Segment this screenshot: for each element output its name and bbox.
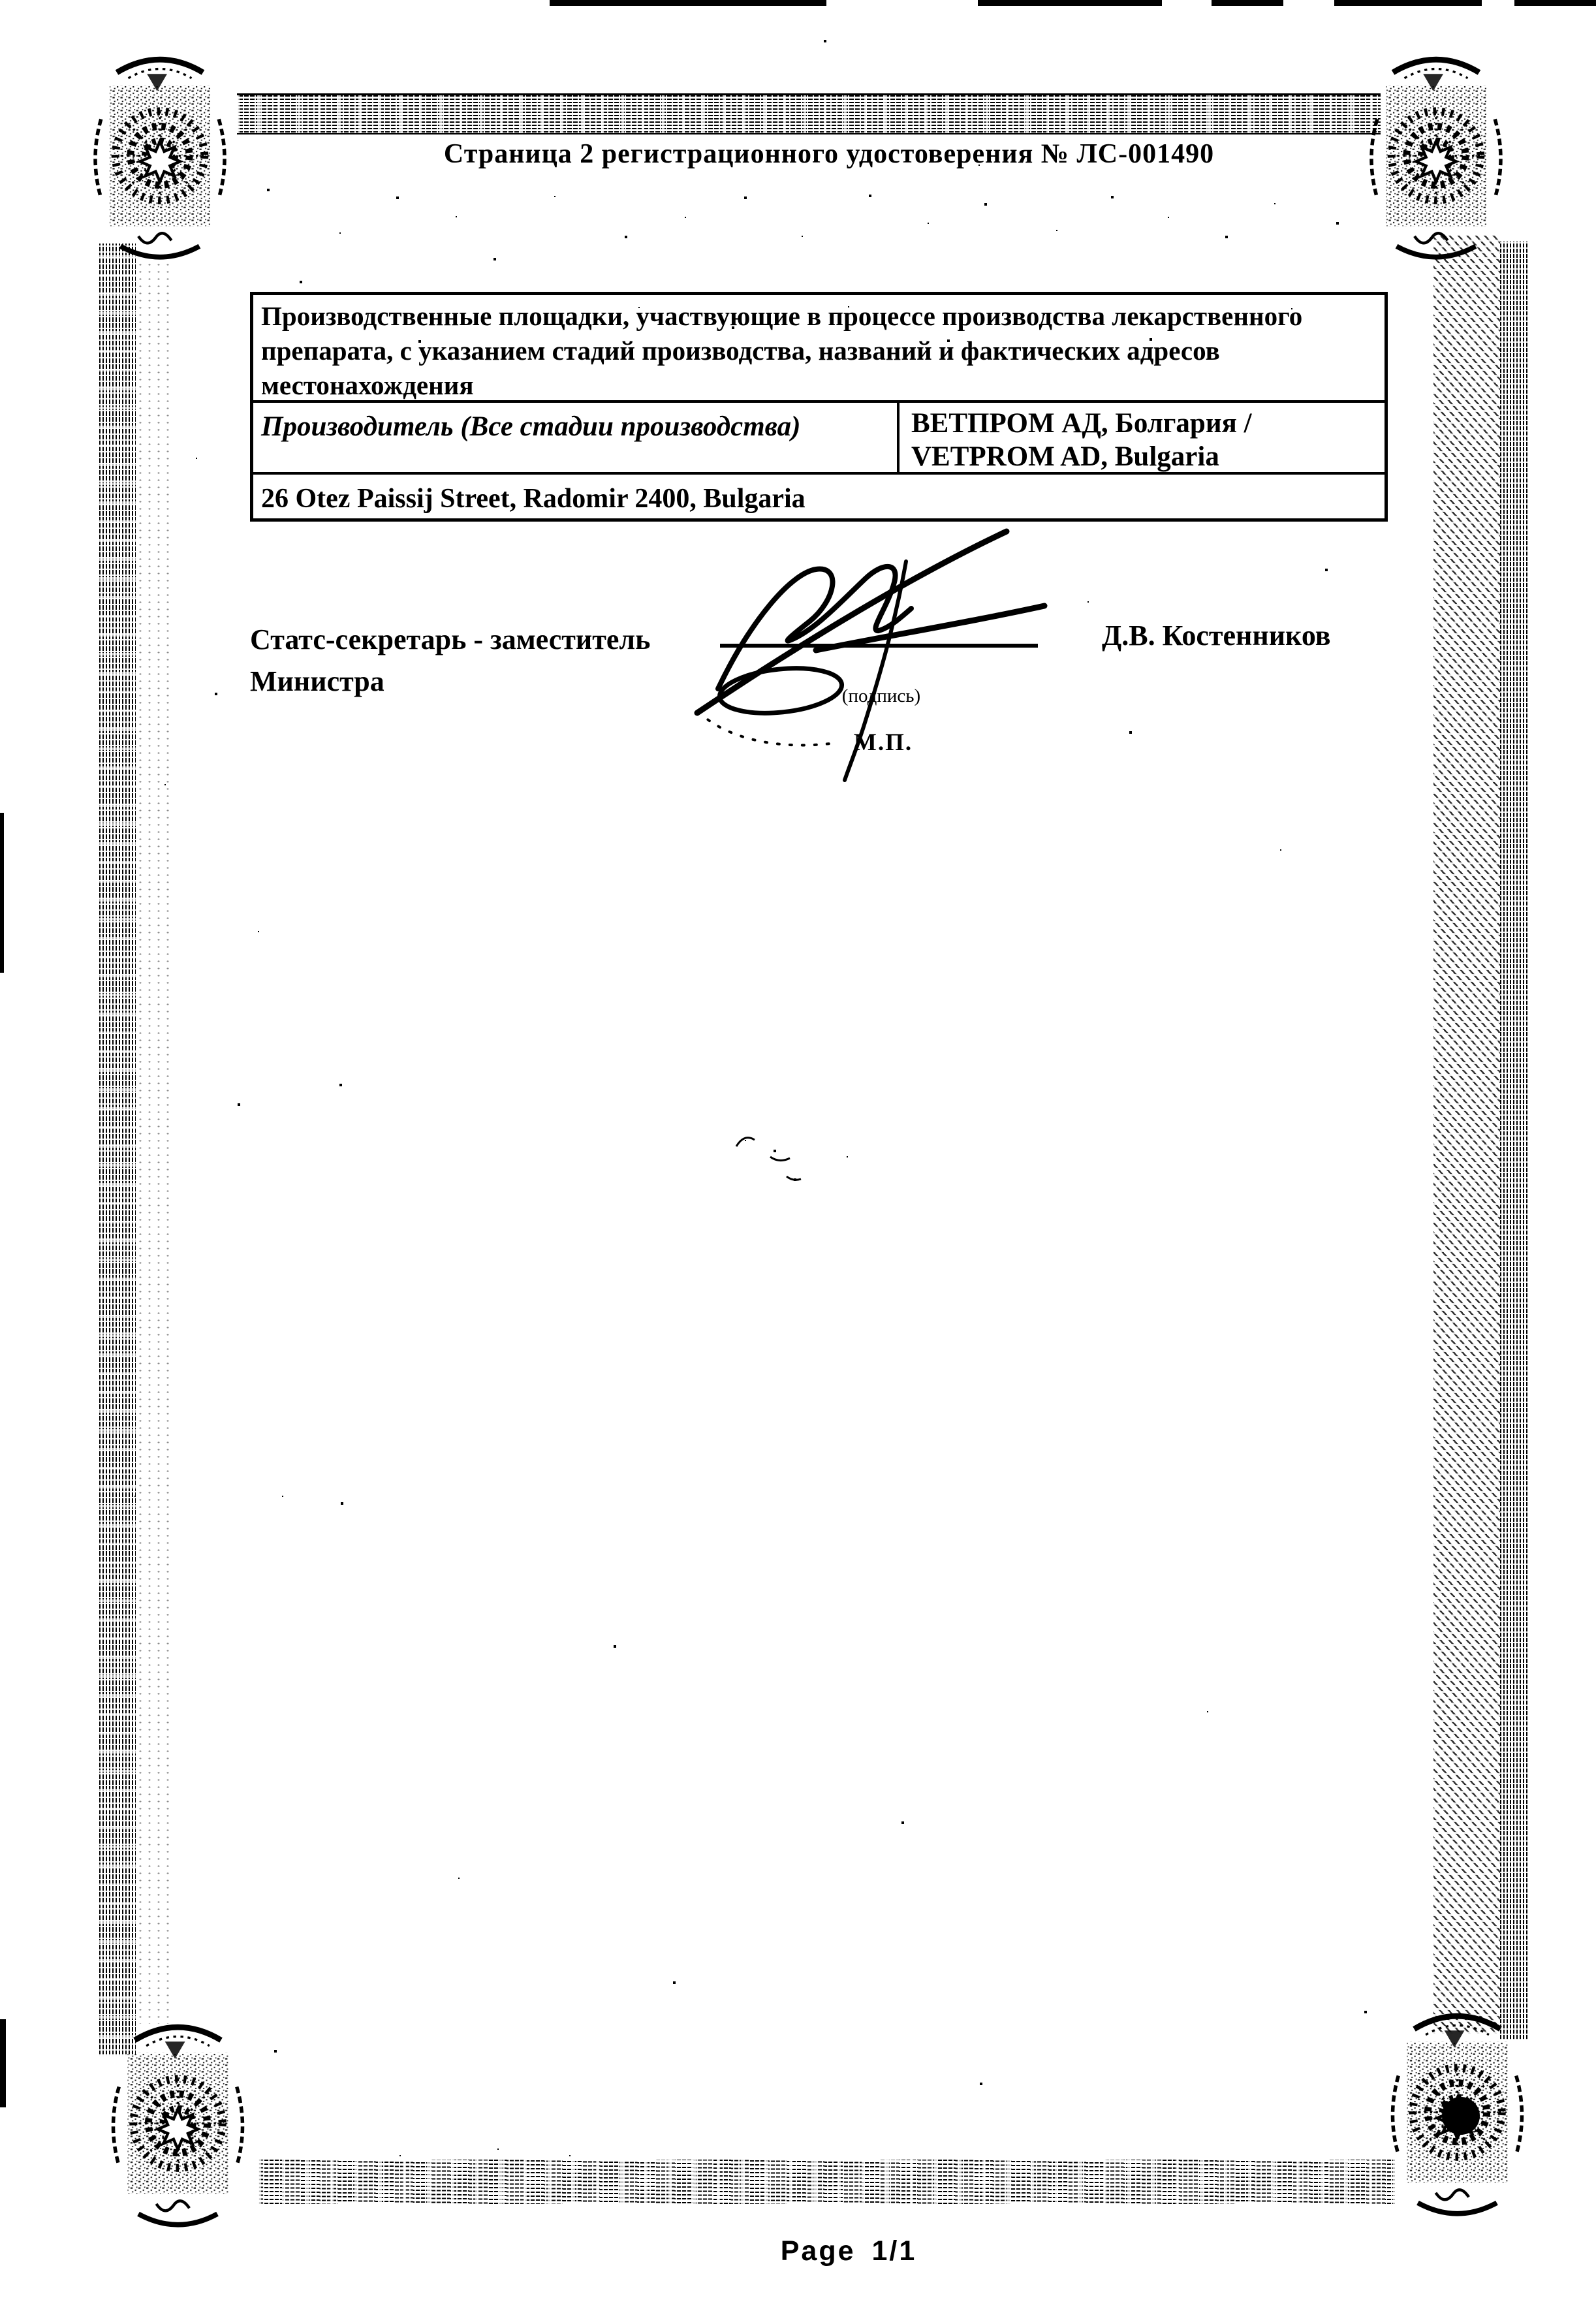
corner-rosette-top-left bbox=[95, 59, 225, 257]
signatory-position-line: Статс-секретарь - заместитель bbox=[250, 623, 651, 655]
producer-name-line: VETPROM AD, Bulgaria bbox=[911, 441, 1219, 472]
corner-rosette-bottom-left bbox=[114, 2027, 243, 2225]
signatory-position bbox=[250, 619, 650, 702]
producer-name-line: ВЕТПРОМ АД, Болгария / bbox=[911, 408, 1252, 439]
producer-role-cell: Производитель (Все стадии производства) bbox=[253, 400, 897, 472]
producer-address-cell: 26 Otez Paissij Street, Radomir 2400, Bulgaria bbox=[253, 472, 1385, 518]
page-title: Страница 2 регистрационного удостоверения № ЛС-001490 bbox=[443, 139, 1215, 169]
page-indicator: Page 1/1 bbox=[780, 2235, 917, 2267]
signature-caption: (подпись) bbox=[841, 685, 921, 706]
table-header-cell bbox=[253, 295, 1385, 400]
table-header-line: Производственные площадки, участвующие в процессе производства лекарственного bbox=[261, 301, 1303, 331]
hole-punch-mark bbox=[1442, 2097, 1480, 2135]
stray-marks bbox=[736, 1138, 801, 1180]
scan-noise bbox=[0, 0, 1, 1]
table-header-line: местонахождения bbox=[261, 370, 474, 400]
signatory-name: Д.В. Костенников bbox=[1102, 620, 1331, 652]
signatory-position-line: Министра bbox=[250, 665, 384, 697]
signature-line bbox=[720, 644, 1038, 648]
producer-name-cell bbox=[897, 400, 1385, 472]
corner-rosette-top-right bbox=[1371, 59, 1501, 257]
manufacturing-sites-table bbox=[250, 292, 1388, 522]
seal-placeholder: М.П. bbox=[853, 729, 913, 756]
table-header-line: препарата, с указанием стадий производства, названий и фактических адресов bbox=[261, 336, 1220, 366]
